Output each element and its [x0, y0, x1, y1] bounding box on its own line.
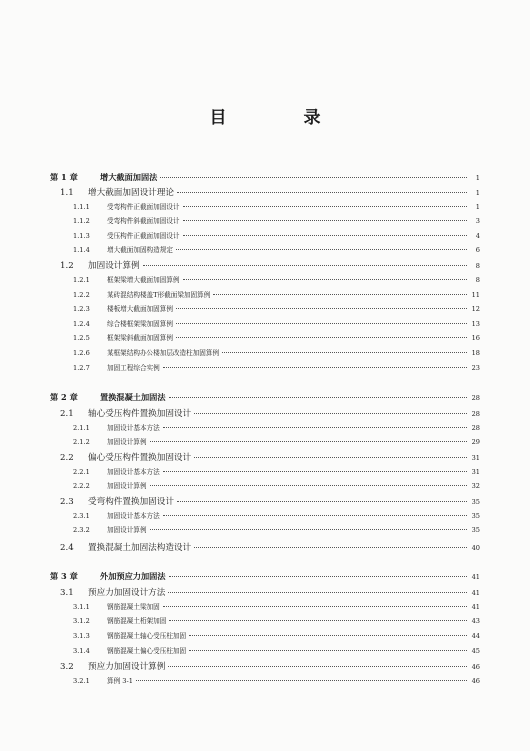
toc-entry-title: 增大截面加固构造规定: [107, 246, 173, 254]
toc-entry-page: 28: [471, 410, 480, 418]
toc-entry-number: 第 2 章: [50, 392, 78, 402]
dot-leader: [163, 427, 467, 428]
dot-leader: [163, 515, 467, 516]
toc-entry-number: 1.1.2: [73, 217, 90, 225]
dot-leader: [176, 337, 467, 338]
dot-leader: [150, 441, 467, 442]
toc-entry: [60, 259, 480, 271]
toc-entry-page: 1: [475, 189, 480, 197]
toc-entry: [60, 186, 480, 198]
toc-entry-page: 40: [471, 544, 480, 552]
toc-entry: [73, 244, 480, 254]
toc-entry: [60, 407, 480, 419]
toc-entry-number: 2.1.2: [73, 438, 90, 446]
toc-entry-page: 41: [471, 589, 480, 597]
toc-entry-page: 16: [471, 334, 480, 342]
toc-entry-title: 钢筋混凝土偏心受压柱加固: [107, 647, 187, 655]
dot-leader: [177, 192, 467, 193]
toc-entry-number: 1.2.1: [73, 276, 90, 284]
toc-entry-page: 12: [471, 305, 480, 313]
toc-entry: [73, 510, 480, 520]
toc-entry-number: 3.1: [60, 588, 74, 598]
toc-entry-number: 第 1 章: [50, 172, 78, 182]
toc-entry-title: 加固设计算例: [107, 526, 147, 534]
toc-entry-page: 43: [471, 617, 480, 625]
dot-leader: [194, 413, 467, 414]
toc-entry-title: 加固设计算例: [88, 261, 140, 271]
dot-leader: [194, 547, 467, 548]
toc-entry-page: 44: [471, 632, 480, 640]
toc-entry-page: 8: [475, 262, 480, 270]
toc-entry-title: 框架梁增大截面加固算例: [107, 276, 180, 284]
toc-entry: [73, 601, 480, 611]
toc-entry: [50, 571, 480, 582]
toc-entry-title: 楼板增大截面加固算例: [107, 305, 173, 313]
toc-entry-page: 46: [471, 663, 480, 671]
toc-entry-number: 2.3.1: [73, 512, 90, 520]
toc-entry-number: 1.2.3: [73, 305, 90, 313]
toc-entry-number: 1.2.7: [73, 364, 90, 372]
toc-entry: [73, 645, 480, 655]
toc-entry-number: 第 3 章: [50, 571, 78, 581]
toc-entry-number: 1.1: [60, 188, 74, 198]
toc-entry-title: 受弯构件置换加固设计: [88, 497, 174, 507]
dot-leader: [176, 249, 467, 250]
toc-entry: [73, 422, 480, 432]
dot-leader: [176, 323, 467, 324]
toc-entry-number: 2.4: [60, 543, 74, 553]
toc-entry-page: 35: [471, 512, 480, 520]
toc-entry-title: 置换混凝土加固法: [100, 392, 166, 402]
dot-leader: [213, 294, 467, 295]
toc-entry: [73, 289, 480, 299]
toc-entry: [73, 318, 480, 328]
dot-leader: [169, 397, 467, 398]
dot-leader: [189, 650, 467, 651]
toc-entry-title: 加固工程综合实例: [107, 364, 160, 372]
toc-entry: [50, 172, 480, 183]
dot-leader: [136, 680, 467, 681]
toc-entry-title: 受弯构件正截面加固设计: [107, 203, 180, 211]
dot-leader: [183, 220, 467, 221]
toc-entry-title: 偏心受压构件置换加固设计: [88, 453, 192, 463]
dot-leader: [176, 308, 467, 309]
toc-entry: [50, 392, 480, 403]
dot-leader: [183, 206, 467, 207]
toc-entry-number: 2.2: [60, 453, 74, 463]
toc-entry: [73, 230, 480, 240]
toc-entry-title: 某砖混结构楼盖T形截面梁加固算例: [107, 291, 211, 299]
dot-leader: [177, 501, 467, 502]
toc-entry-number: 1.2.6: [73, 349, 90, 357]
toc-entry: [73, 347, 480, 357]
toc-entry-number: 3.2: [60, 662, 74, 672]
dot-leader: [189, 635, 467, 636]
toc-entry-number: 2.3: [60, 497, 74, 507]
toc-entry: [73, 480, 480, 490]
toc-entry-page: 18: [471, 349, 480, 357]
toc-entry-title: 算例 3-1: [107, 677, 133, 685]
toc-entry-title: 轴心受压构件置换加固设计: [88, 409, 192, 419]
toc-entry-title: 预应力加固设计算例: [88, 662, 166, 672]
toc-entry-number: 1.2: [60, 261, 74, 271]
toc-entry-page: 8: [475, 276, 480, 284]
toc-entry-page: 6: [475, 246, 480, 254]
toc-entry-title: 加固设计基本方法: [107, 468, 160, 476]
toc-entry-title: 钢筋混凝土梁加固: [107, 603, 160, 611]
toc-entry: [73, 303, 480, 313]
toc-entry-page: 13: [471, 320, 480, 328]
toc-entry-page: 35: [471, 498, 480, 506]
toc-entry-page: 11: [471, 291, 480, 299]
dot-leader: [194, 457, 467, 458]
toc-entry: [73, 201, 480, 211]
toc-entry: [60, 660, 480, 672]
toc-entry-number: 2.3.2: [73, 526, 90, 534]
toc-entry-page: 31: [471, 454, 480, 462]
dot-leader: [163, 471, 467, 472]
toc-entry-page: 46: [471, 677, 480, 685]
toc-entry-number: 2.1.1: [73, 424, 90, 432]
toc-entry-number: 3.1.3: [73, 632, 90, 640]
toc-entry-page: 32: [471, 482, 480, 490]
toc-entry: [60, 451, 480, 463]
toc-entry-number: 3.1.2: [73, 617, 90, 625]
toc-entry-number: 1.2.2: [73, 291, 90, 299]
dot-leader: [163, 367, 467, 368]
toc-entry-page: 28: [471, 424, 480, 432]
toc-entry-page: 45: [471, 647, 480, 655]
dot-leader: [168, 666, 467, 667]
dot-leader: [169, 620, 467, 621]
toc-entry: [73, 675, 480, 685]
toc-entry-page: 28: [471, 394, 480, 402]
dot-leader: [169, 576, 467, 577]
toc-entry-number: 3.2.1: [73, 677, 90, 685]
toc-entry-number: 2.1: [60, 409, 74, 419]
toc-entry-title: 钢筋混凝土桁架加固: [107, 617, 167, 625]
toc-entry-title: 外加预应力加固法: [100, 571, 166, 581]
toc-entry-number: 2.2.1: [73, 468, 90, 476]
toc-entry-page: 1: [475, 174, 480, 182]
toc-entry: [73, 274, 480, 284]
toc-entry-title: 预应力加固设计方法: [88, 588, 166, 598]
toc-entry-number: 1.1.1: [73, 203, 90, 211]
toc-entry-number: 1.2.4: [73, 320, 90, 328]
toc-entry-number: 3.1.4: [73, 647, 90, 655]
toc-entry-page: 23: [471, 364, 480, 372]
toc-entry: [73, 466, 480, 476]
toc-entry-title: 框架梁斜截面加固算例: [107, 334, 173, 342]
toc-entry-title: 受弯构件斜截面加固设计: [107, 217, 180, 225]
toc-entry: [73, 436, 480, 446]
toc-entry: [73, 615, 480, 625]
toc-entry-title: 置换混凝土加固法构造设计: [88, 543, 192, 553]
toc-entry-page: 31: [471, 468, 480, 476]
toc-entry-title: 某框架结构办公楼加层改造柱加固算例: [107, 349, 220, 357]
toc-entry-number: 2.2.2: [73, 482, 90, 490]
dot-leader: [183, 235, 467, 236]
toc-entry-title: 增大截面加固设计理论: [88, 188, 174, 198]
toc-entry: [60, 495, 480, 507]
toc-entry-number: 3.1.1: [73, 603, 90, 611]
toc-entry-number: 1.1.4: [73, 246, 90, 254]
dot-leader: [168, 592, 467, 593]
toc-entry-page: 41: [471, 603, 480, 611]
dot-leader: [183, 279, 467, 280]
toc-entry: [60, 586, 480, 598]
dot-leader: [163, 606, 467, 607]
toc-entry: [60, 541, 480, 553]
toc-entry-page: 1: [475, 203, 480, 211]
dot-leader: [150, 485, 467, 486]
toc-entry: [73, 362, 480, 372]
toc-entry-title: 加固设计基本方法: [107, 512, 160, 520]
dot-leader: [222, 352, 467, 353]
toc-entry-title: 受压构件正截面加固设计: [107, 232, 180, 240]
toc-entry-title: 增大截面加固法: [100, 172, 158, 182]
toc-entry-number: 1.2.5: [73, 334, 90, 342]
toc-entry-title: 加固设计算例: [107, 482, 147, 490]
dot-leader: [160, 177, 467, 178]
toc-entry-page: 41: [471, 573, 480, 581]
toc-entry: [73, 332, 480, 342]
toc-entry-title: 综合楼框架梁加固算例: [107, 320, 173, 328]
toc-entry-title: 钢筋混凝土轴心受压柱加固: [107, 632, 187, 640]
toc-entry-page: 29: [471, 438, 480, 446]
toc-entry-number: 1.1.3: [73, 232, 90, 240]
page-title: 目 录: [209, 108, 351, 128]
toc-entry: [73, 524, 480, 534]
toc-entry-title: 加固设计算例: [107, 438, 147, 446]
toc-entry: [73, 630, 480, 640]
toc-entry-page: 4: [475, 232, 480, 240]
dot-leader: [143, 265, 467, 266]
toc-entry-title: 加固设计基本方法: [107, 424, 160, 432]
dot-leader: [150, 529, 467, 530]
toc-entry: [73, 215, 480, 225]
toc-entry-page: 3: [475, 217, 480, 225]
toc-entry-page: 35: [471, 526, 480, 534]
